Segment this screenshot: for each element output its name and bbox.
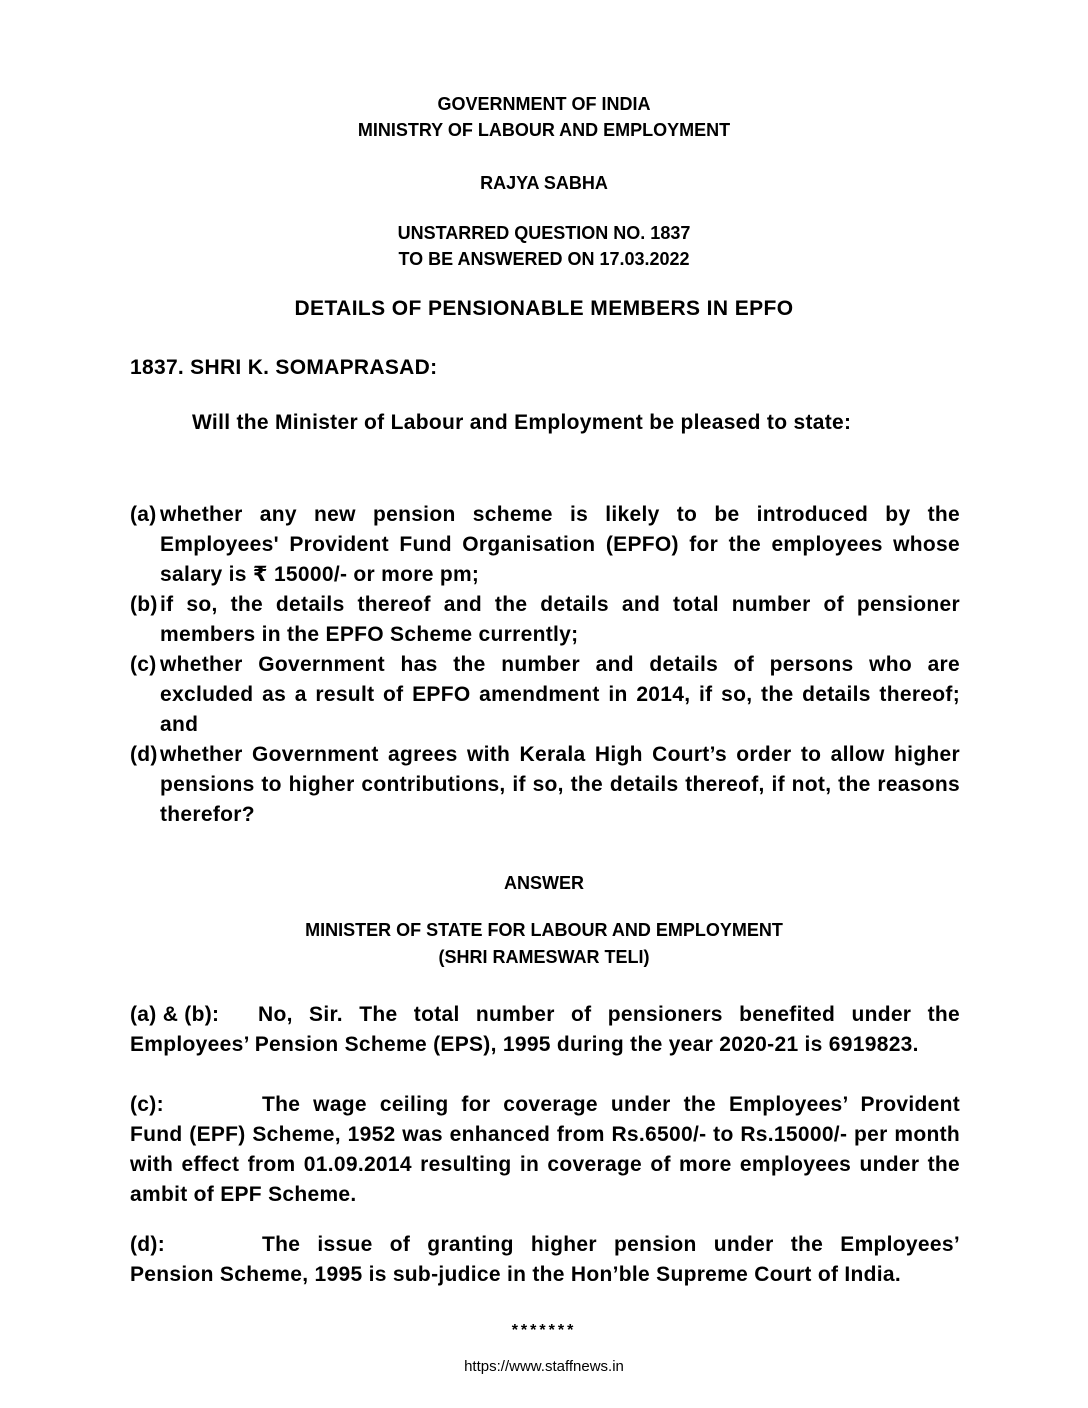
question-text: if so, the details thereof and the details and total number of pensioner members in the EPFO Scheme currently; <box>160 593 960 646</box>
asker-name: 1837. SHRI K. SOMAPRASAD: <box>130 356 438 379</box>
answer-c <box>130 1090 960 1210</box>
answer-d <box>130 1230 960 1290</box>
question-text: whether Government agrees with Kerala High Court’s order to allow higher pensions to higher contributions, if so, the details thereof, if not, the reasons therefor? <box>160 743 960 826</box>
question-item-b <box>130 590 960 650</box>
question-item-d <box>130 740 960 830</box>
minister-title: MINISTER OF STATE FOR LABOUR AND EMPLOYMENT <box>305 920 783 940</box>
question-label: (a) <box>130 503 157 526</box>
subject-title: DETAILS OF PENSIONABLE MEMBERS IN EPFO <box>294 297 794 320</box>
question-intro: Will the Minister of Labour and Employment be pleased to state: <box>192 411 852 434</box>
question-label: (b) <box>130 593 158 616</box>
minister-name: (SHRI RAMESWAR TELI) <box>438 947 650 967</box>
question-text: whether any new pension scheme is likely to be introduced by the Employees' Provident Fund Organisation (EPFO) for the employees whose salary is ₹ 15000/- or more pm; <box>160 503 960 586</box>
answer-text: The wage ceiling for coverage under the Employees’ Provident Fund (EPF) Scheme, 1952 was enhanced from Rs.6500/- to Rs.15000/- per month with effect from 01.09.2014 resulting in coverage of more employees under the ambit of EPF Scheme. <box>130 1093 960 1206</box>
question-label: (c) <box>130 653 157 676</box>
header-question-number: UNSTARRED QUESTION NO. 1837 <box>397 223 691 243</box>
header-house: RAJYA SABHA <box>480 173 608 193</box>
answer-label: (a) & (b): <box>130 1003 220 1026</box>
answer-label: (d): <box>130 1233 166 1256</box>
answer-heading: ANSWER <box>504 873 584 893</box>
question-list <box>130 500 960 830</box>
answer-text: The issue of granting higher pension under the Employees’ Pension Scheme, 1995 is sub-judice in the Hon’ble Supreme Court of India. <box>130 1233 960 1286</box>
question-text: whether Government has the number and details of persons who are excluded as a result of EPFO amendment in 2014, if so, the details thereof; and <box>160 653 960 736</box>
question-label: (d) <box>130 743 158 766</box>
answer-label: (c): <box>130 1093 164 1116</box>
answer-ab <box>130 1000 960 1060</box>
answer-text: No, Sir. The total number of pensioners benefited under the Employees’ Pension Scheme (EPS), 1995 during the year 2020-21 is 6919823. <box>130 1003 960 1056</box>
footer-url: https://www.staffnews.in <box>464 1358 624 1375</box>
header-ministry: MINISTRY OF LABOUR AND EMPLOYMENT <box>357 120 731 140</box>
question-item-a <box>130 500 960 590</box>
question-item-c <box>130 650 960 740</box>
header-government: GOVERNMENT OF INDIA <box>437 94 651 114</box>
header-answer-date: TO BE ANSWERED ON 17.03.2022 <box>398 249 690 269</box>
end-marker: ******* <box>511 1322 577 1339</box>
